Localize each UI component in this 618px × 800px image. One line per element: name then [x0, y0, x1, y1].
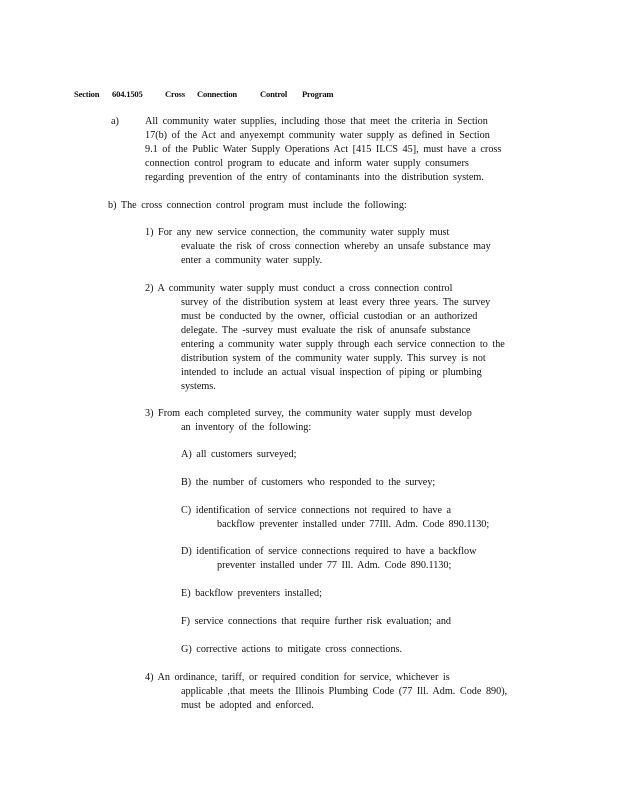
- para-a-line-5: regarding prevention of the entry of contaminants into the distribution system.: [145, 172, 484, 183]
- para-a-line-3: 9.1 of the Public Water Supply Operations Act [415 ILCS 45], must have a cross: [145, 144, 502, 155]
- item-3-sub-a: A) all customers surveyed;: [181, 449, 297, 460]
- section-title-word-4: Program: [302, 89, 334, 99]
- item-3-sub-c-line-1: C) identification of service connections not required to have a: [181, 505, 452, 516]
- item-3-sub-f: F) service connections that require further risk evaluation; and: [181, 616, 452, 627]
- item-2-line-2: survey of the distribution system at least every three years. The survey: [181, 297, 491, 308]
- item-4-line-1: 4) An ordinance, tariff, or required condition for service, whichever is: [145, 672, 450, 683]
- para-a-line-2: 17(b) of the Act and anyexempt community water supply as defined in Section: [145, 130, 490, 141]
- item-2-line-5: entering a community water supply through each service connection to the: [181, 339, 505, 350]
- item-3-sub-g: G) corrective actions to mitigate cross connections.: [181, 644, 403, 655]
- item-2-line-8: systems.: [181, 381, 216, 392]
- para-a-label: a): [111, 116, 119, 127]
- item-3-sub-b: B) the number of customers who responded to the survey;: [181, 477, 436, 488]
- item-3-line-2: an inventory of the following:: [181, 422, 312, 433]
- item-3-sub-e: E) backflow preventers installed;: [181, 588, 322, 599]
- para-a-line-1: All community water supplies, including those that meet the criteria in Section: [145, 116, 488, 127]
- item-1-line-1: 1) For any new service connection, the community water supply must: [145, 227, 450, 238]
- item-3-line-1: 3) From each completed survey, the community water supply must develop: [145, 408, 472, 419]
- item-2-line-6: distribution system of the community water supply. This survey is not: [181, 353, 486, 364]
- item-4-line-2: applicable ,that meets the Illinois Plumbing Code (77 Ill. Adm. Code 890),: [181, 686, 508, 697]
- section-label: Section: [74, 89, 100, 99]
- section-title-word-3: Control: [260, 89, 288, 99]
- item-3-sub-c-line-2: backflow preventer installed under 77Ill. Adm. Code 890.1130;: [217, 519, 490, 530]
- section-number: 604.1505: [112, 89, 143, 99]
- item-1-line-3: enter a community water supply.: [181, 255, 323, 266]
- item-2-line-1: 2) A community water supply must conduct a cross connection control: [145, 283, 453, 294]
- para-b-intro: b) The cross connection control program must include the following:: [108, 200, 407, 211]
- item-2-line-4: delegate. The -survey must evaluate the risk of anunsafe substance: [181, 325, 471, 336]
- section-title-word-2: Connection: [197, 89, 238, 99]
- item-2-line-7: intended to include an actual visual inspection of piping or plumbing: [181, 367, 482, 378]
- item-2-line-3: must be conducted by the owner, official custodian or an authorized: [181, 311, 478, 322]
- item-3-sub-d-line-2: preventer installed under 77 Ill. Adm. Code 890.1130;: [217, 560, 452, 571]
- item-1-line-2: evaluate the risk of cross connection whereby an unsafe substance may: [181, 241, 491, 252]
- section-title-word-1: Cross: [165, 89, 185, 99]
- item-3-sub-d-line-1: D) identification of service connections required to have a backflow: [181, 546, 477, 557]
- item-4-line-3: must be adopted and enforced.: [181, 700, 314, 711]
- para-a-line-4: connection control program to educate and inform water supply consumers: [145, 158, 469, 169]
